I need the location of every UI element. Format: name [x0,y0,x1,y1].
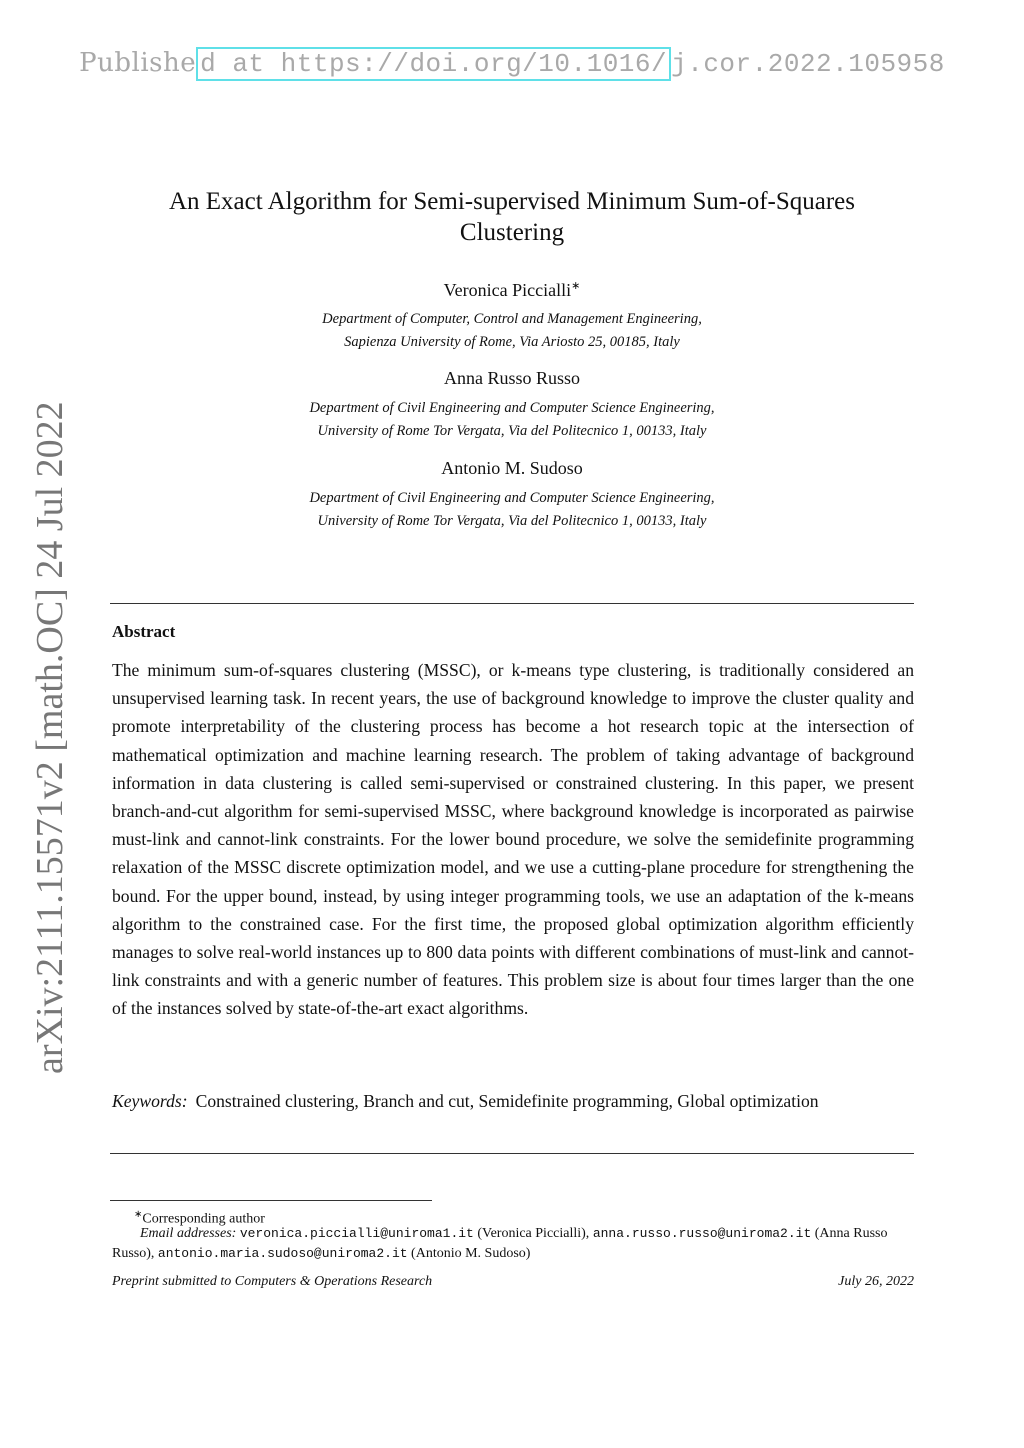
paper-title [112,186,912,248]
affiliation-line: Department of Civil Engineering and Computer Science Engineering, [309,490,715,506]
abstract-top-rule [110,603,914,604]
abstract-heading: Abstract [112,622,176,641]
published-doi-banner [0,48,1024,79]
author-3-affiliation [112,487,912,533]
affiliation-line: University of Rome Tor Vergata, Via del Politecnico 1, 00133, Italy [317,423,707,439]
footnote-rule [110,1200,432,1201]
author-2 [112,368,912,389]
author-name: Anna Russo Russo [443,368,581,388]
affiliation-line: Sapienza University of Rome, Via Ariosto 25, 00185, Italy [344,334,680,350]
author-name: Veronica Piccialli [443,280,572,300]
author-2-affiliation [112,397,912,443]
author-name: Antonio M. Sudoso [441,458,583,478]
footnote-mark: ∗ [134,1209,143,1220]
arxiv-identifier: arXiv:2111.15571v2 [math.OC] 24 Jul 2022 [29,401,71,1074]
preprint-date: July 26, 2022 [838,1274,914,1289]
title-line-2: Clustering [459,219,565,246]
abstract-bottom-rule [110,1153,914,1154]
author-1-affiliation [112,308,912,354]
author-1 [112,279,912,301]
footnote-corresponding-text: Corresponding author [142,1211,265,1227]
email-owner-1: (Veronica Piccialli), [477,1226,590,1241]
abstract-text: The minimum sum-of-squares clustering (MSSC), or k-means type clustering, is traditionally considered an unsupervised learning task. In recent years, the use of background knowledge to improve the cluster quality and promote interpretability of the clustering process has become a hot research topic at the intersection of mathematical optimization and machine learning research. The problem of taking advantage of background information in data clustering is called semi-supervised or constrained clustering. In this paper, we present branch-and-cut algorithm for semi-supervised MSSC, where background knowledge is incorporated as pairwise must-link and cannot-link constraints. For the lower bound procedure, we solve the semidefinite programming relaxation of the MSSC discrete optimization model, and we use a cutting-plane procedure for strengthening the bound. For the upper bound, instead, by using integer programming tools, we use an adaptation of the k-means algorithm to the constrained case. For the first time, the proposed global optimization algorithm efficiently manages to solve real-world instances up to 800 data points with different combinations of must-link and cannot-link constraints and with a generic number of features. This problem size is about four times larger than the one of the instances solved by state-of-the-art exact algorithms. [112,660,914,1019]
footnote-emails [112,1224,914,1264]
affiliation-line: Department of Civil Engineering and Computer Science Engineering, [309,400,715,416]
email-link-2[interactable]: anna.russo.russo@uniroma2.it [592,1226,812,1241]
preprint-venue: Preprint submitted to Computers & Operations Research [112,1274,433,1289]
email-owner-2: (Anna Russo Russo), [112,1226,888,1261]
email-owner-3: (Antonio M. Sudoso) [411,1246,531,1261]
email-link-1[interactable]: veronica.piccialli@uniroma1.it [239,1226,474,1241]
affiliation-line: Department of Computer, Control and Management Engineering, [322,311,702,327]
affiliation-line: University of Rome Tor Vergata, Via del Politecnico 1, 00133, Italy [317,513,707,529]
keywords [112,1087,914,1115]
doi-link[interactable]: d at https://doi.org/10.1016/ [196,47,671,81]
title-line-1: An Exact Algorithm for Semi-supervised Minimum Sum-of-Squares [168,188,856,215]
published-prefix: Publishe [79,48,197,78]
email-label: Email addresses: [140,1226,237,1241]
preprint-footer [112,1274,914,1290]
email-link-3[interactable]: antonio.maria.sudoso@uniroma2.it [157,1246,408,1261]
corresponding-mark: ∗ [571,280,581,292]
doi-suffix: j.cor.2022.105958 [671,49,945,79]
keywords-text: Constrained clustering, Branch and cut, Semidefinite programming, Global optimization [195,1091,819,1111]
author-3 [112,458,912,479]
keywords-label: Keywords: [112,1091,188,1111]
